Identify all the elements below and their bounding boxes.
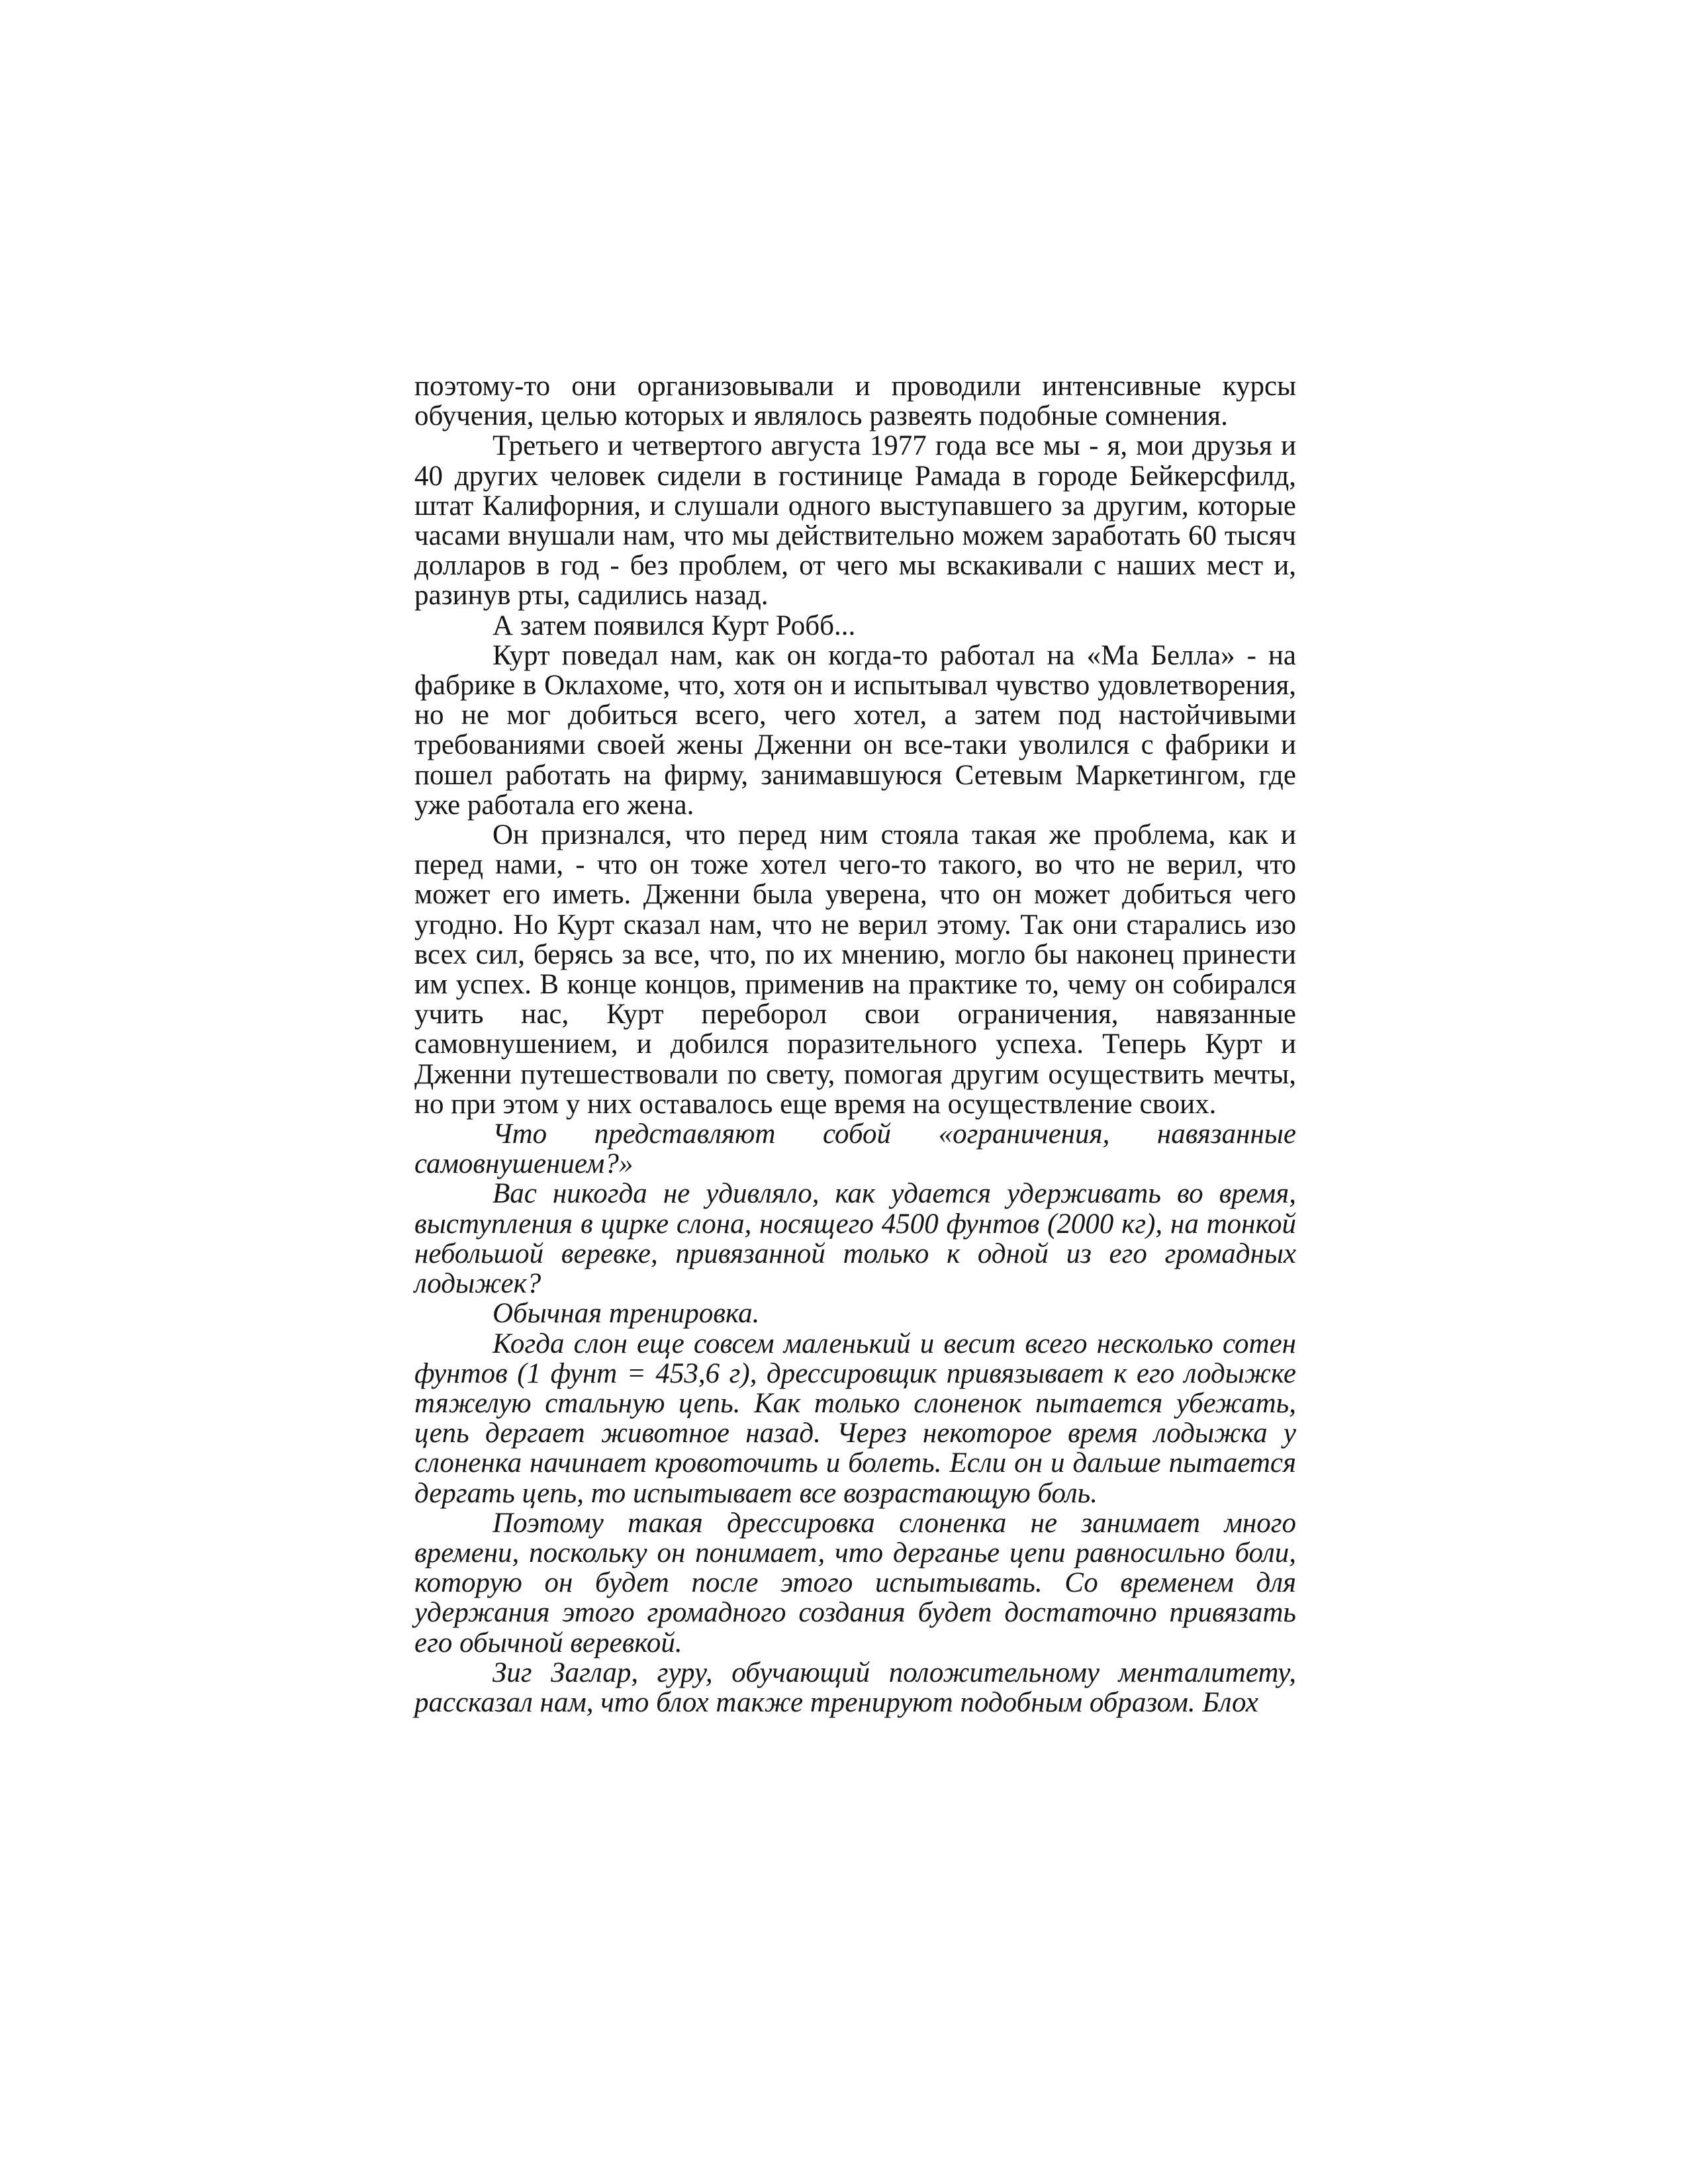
paragraph: Третьего и четвертого августа 1977 года все мы - я, мои друзья и 40 других человек сидели в гостинице Рамада в городе Бейкерсфилд, штат Калифорния, и слушали одного выступавшего за другим, которые часами внушали нам, что мы действительно можем заработать 60 тысяч долларов в год - без проблем, от чего мы вскакивали с наших мест и, разинув рты, садились назад. [414, 430, 1296, 612]
paragraph: Курт поведал нам, как он когда-то работал на «Ма Белла» - на фабрике в Оклахоме, что, хотя он и испытывал чувство удовлетворения, но не мог добиться всего, чего хотел, а затем под настойчивыми требованиями своей жены Дженни он все-таки уволился с фабрики и пошел работать на фирму, занимавшуюся Сетевым Маркетингом, где уже работала его жена. [414, 639, 1296, 821]
paragraph: Он признался, что перед ним стояла такая же проблема, как и перед нами, - что он тоже хотел чего-то такого, во что не верил, что может его иметь. Дженни была уверена, что он может добиться чего угодно. Но Курт сказал нам, что не верил этому. Так они старались изо всех сил, берясь за все, что, по их мнению, могло бы наконец принести им успех. В конце концов, применив на практике то, чему он собирался учить нас, Курт переборол свои ограничения, навязанные самовнушением, и добился поразительного успеха. Теперь Курт и Дженни путешествовали по свету, помогая другим осуществить мечты, но при этом у них оставалось еще время на осуществление своих. [414, 819, 1296, 1120]
body-text [414, 371, 1296, 1717]
paragraph: Поэтому такая дрессировка слоненка не занимает много времени, поскольку он понимает, что дерганье цепи равносильно боли, которую он будет после этого испытывать. Со временем для удержания этого громадного создания будет достаточно привязать его обычной веревкой. [414, 1507, 1296, 1659]
paragraph: поэтому-то они организовывали и проводили интенсивные курсы обучения, целью которых и являлось развеять подобные сомнения. [414, 371, 1296, 432]
paragraph: Когда слон еще совсем маленький и весит всего несколько сотен фунтов (1 фунт = 453,6 г), дрессировщик привязывает к его лодыжке тяжелую стальную цепь. Как только слоненок пытается убежать, цепь дергает животное назад. Через некоторое время лодыжка у слоненка начинает кровоточить и болеть. Если он и дальше пытается дергать цепь, то испытывает все возрастающую боль. [414, 1328, 1296, 1509]
paragraph: Вас никогда не удивляло, как удается удерживать во время, выступления в цирке слона, носящего 4500 фунтов (2000 кг), на тонкой небольшой веревке, привязанной только к одной из его громадных лодыжек? [414, 1178, 1296, 1300]
paragraph: А затем появился Курт Робб... [492, 610, 856, 641]
paragraph: Что представляют собой «ограничения, навязанные самовнушением?» [414, 1118, 1296, 1180]
paragraph: Обычная тренировка. [492, 1298, 760, 1330]
paragraph: Зиг Заглар, гуру, обучающий положительному менталитету, рассказал нам, что блох также тренируют подобным образом. Блох [414, 1657, 1296, 1718]
